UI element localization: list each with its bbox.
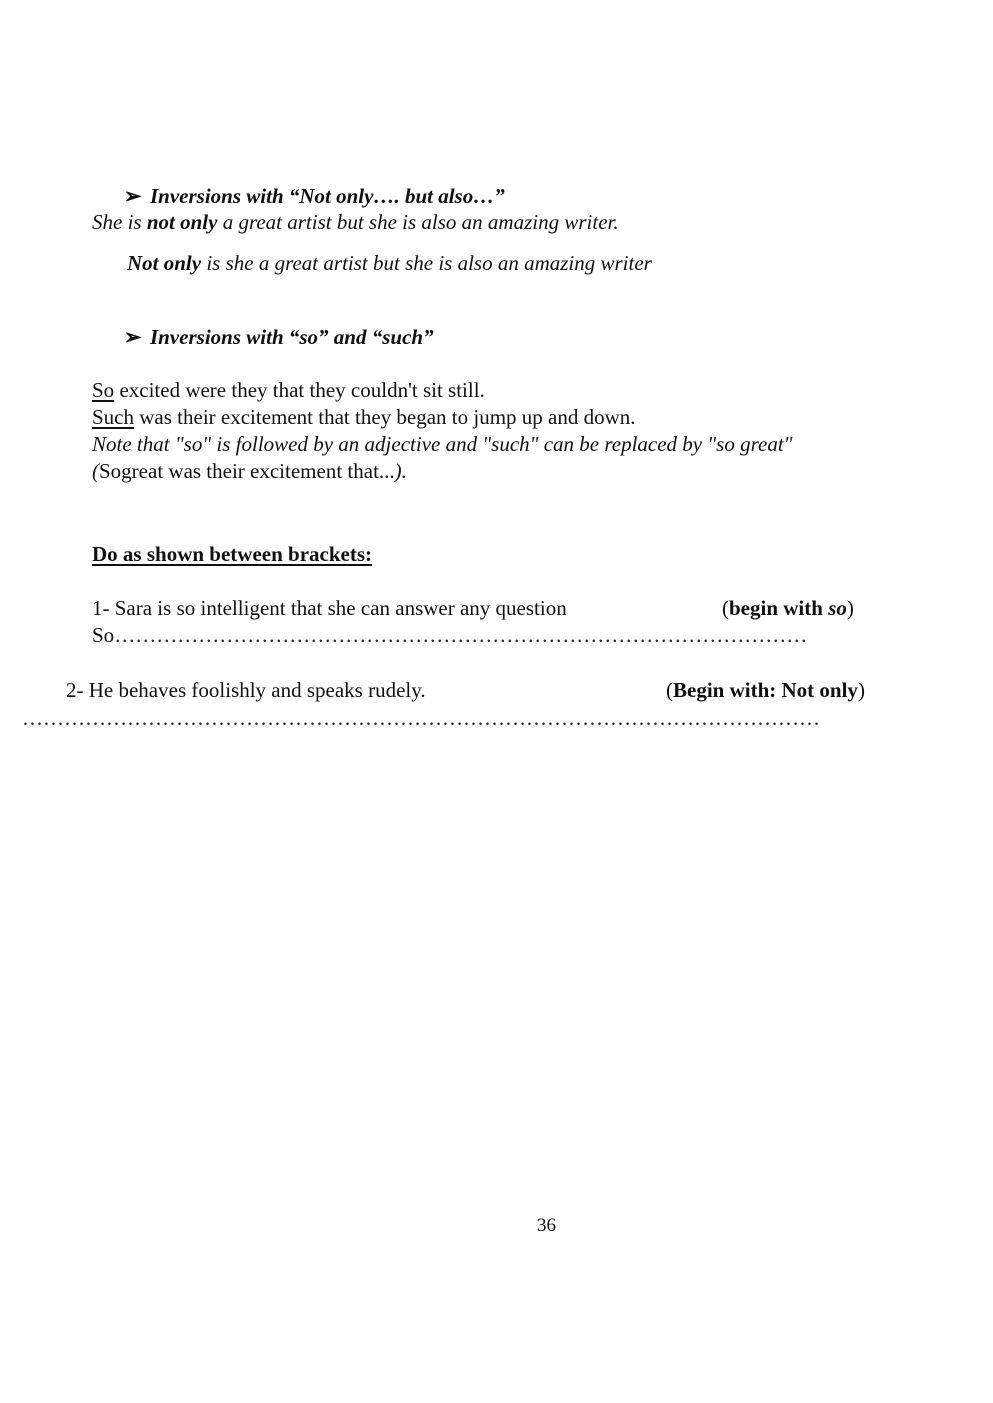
exercise-heading: Do as shown between brackets: <box>92 542 372 566</box>
example-sentence-2: Not only is she a great artist but she is also an amazing writer <box>127 251 652 275</box>
section-heading-so-such <box>124 327 434 348</box>
grammar-note-example: (Sogreat was their excitement that...). <box>92 459 407 483</box>
arrow-bullet-icon: ➢ <box>124 184 142 208</box>
emphasis-not-only: Not only <box>127 251 202 275</box>
question-1-text: 1- Sara is so intelligent that she can answer any question <box>92 596 567 620</box>
example-so: So excited were they that they couldn't sit still. <box>92 378 485 402</box>
question-2-text: 2- He behaves foolishly and speaks rudely. <box>66 678 426 702</box>
answer-blank: ……………………………………………………………………………………… <box>114 623 808 647</box>
question-2-hint: (Begin with: Not only) <box>666 678 865 702</box>
question-1-hint: (begin with so) <box>722 596 854 620</box>
example-such: Such was their excitement that they began to jump up and down. <box>92 405 636 429</box>
section-heading-not-only <box>124 186 505 207</box>
question-2-answer-line[interactable]: …………………………………………………………………………………………………… <box>22 706 820 730</box>
example-sentence-1: She is not only a great artist but she is also an amazing writer. <box>92 210 619 234</box>
heading-text: Inversions with “so” and “such” <box>150 325 434 349</box>
grammar-note: Note that "so" is followed by an adjective and "such" can be replaced by "so great" <box>92 432 793 456</box>
question-1-answer-line[interactable] <box>92 625 807 646</box>
underlined-word: Such <box>92 405 134 429</box>
heading-text: Inversions with “Not only…. but also…” <box>150 184 505 208</box>
answer-prefix: So <box>92 623 115 647</box>
emphasis-not-only: not only <box>146 210 218 234</box>
page-number: 36 <box>537 1215 556 1236</box>
arrow-bullet-icon: ➢ <box>124 325 142 349</box>
underlined-word: So <box>92 378 115 402</box>
